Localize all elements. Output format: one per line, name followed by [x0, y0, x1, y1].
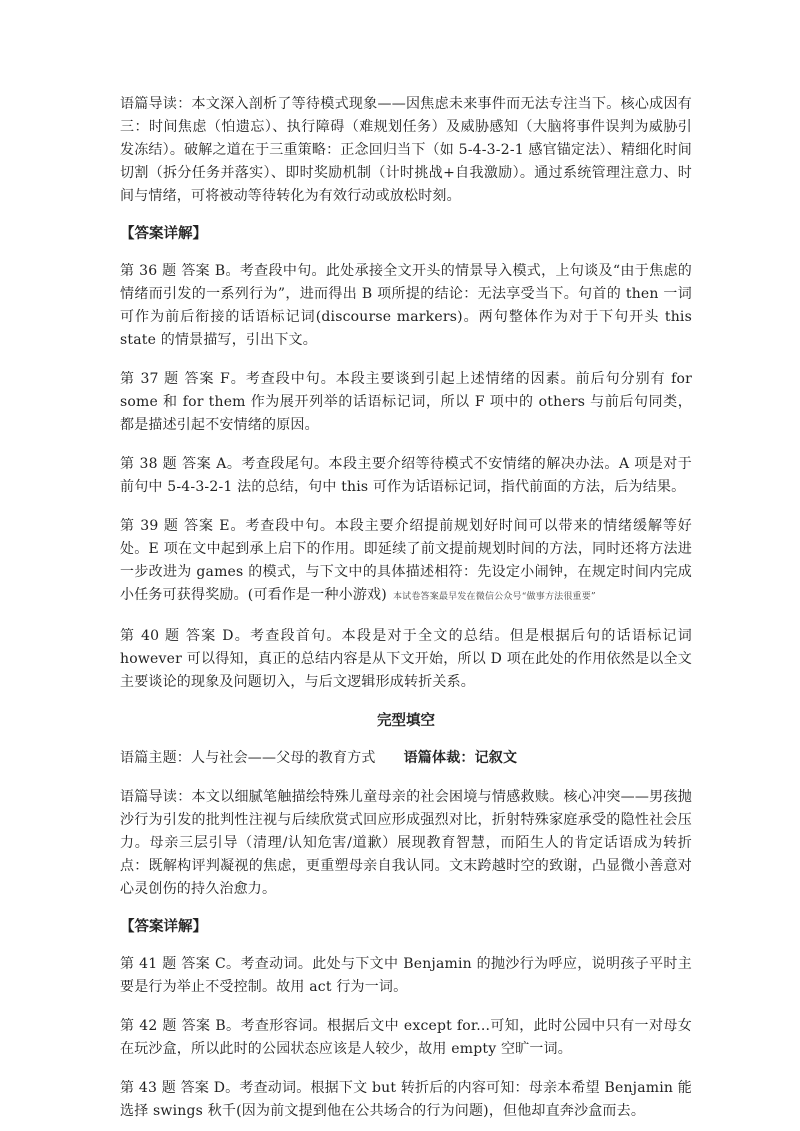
answers-heading-1: 【答案详解】: [120, 226, 207, 242]
answer-q41: 第 41 题 答案 C。考查动词。此处与下文中 Benjamin 的抛沙行为呼应，说明孩子平时主要是行为举止不受控制。故用 act 行为一词。: [120, 956, 692, 995]
answer-q39: [120, 515, 692, 609]
answer-q42: 第 42 题 答案 B。考查形容词。根据后文中 except for...可知，此时公园中只有一对母女在玩沙盒，所以此时的公园状态应该是人较少，故用 empty 空旷一词。: [120, 1018, 692, 1057]
reading-guide-1: 语篇导读：本文深入剖析了等待模式现象——因焦虑未来事件而无法专注当下。核心成因有三：时间焦虑（怕遗忘）、执行障碍（难规划任务）及威胁感知（大脑将事件误判为威胁引发冻结）。破解之道在于三重策略：正念回归当下（如 5-4-3-2-1 感官锚定法）、精细化时间切割（拆分任务并落实）、即时奖励机制（计时挑战+自我激励）。通过系统管理注意力、时间与情绪，可将被动等待转化为有效行动或放松时刻。: [120, 96, 692, 204]
section-title: 完型填空: [377, 713, 435, 729]
watermark-note: 本试卷答案最早发在微信公众号“做事方法很重要”: [392, 592, 596, 602]
genre-label: 语篇体裁：记叙文: [403, 750, 518, 766]
answer-q43: 第 43 题 答案 D。考查动词。根据下文 but 转折后的内容可知：母亲本希望 Benjamin 能选择 swings 秋千(因为前文提到他在公共场合的行为问题)，但他却直奔沙盒而去。: [120, 1080, 692, 1119]
theme-line: [120, 747, 692, 770]
answer-q37: 第 37 题 答案 F。考查段中句。本段主要谈到引起上述情绪的因素。前后句分别有 for some 和 for them 作为展开列举的话语标记词，所以 F 项中的 others 与前后句同类，都是描述引起不安情绪的原因。: [120, 371, 692, 433]
reading-guide-2: 语篇导读：本文以细腻笔触描绘特殊儿童母亲的社会困境与情感救赎。核心冲突——男孩抛沙行为引发的批判性注视与后续欣赏式回应形成强烈对比，折射特殊家庭承受的隐性社会压力。母亲三层引导（清理/认知危害/道歉）展现教育智慧，而陌生人的肯定话语成为转折点：既解构评判凝视的焦虑，更重塑母亲自我认同。文末跨越时空的致谢，凸显微小善意对心灵创伤的持久治愈力。: [120, 789, 692, 897]
answer-q36: 第 36 题 答案 B。考查段中句。此处承接全文开头的情景导入模式，上句谈及“由于焦虑的情绪而引发的一系列行为”，进而得出 B 项所提的结论：无法享受当下。句首的 then 一词可作为前后衔接的话语标记词(discourse markers)。两句整体作为对于下句开头 this state 的情景描写，引出下文。: [120, 263, 692, 348]
answer-q38: 第 38 题 答案 A。考查段尾句。本段主要介绍等待模式不安情绪的解决办法。A 项是对于前句中 5-4-3-2-1 法的总结，句中 this 可作为话语标记词，指代前面的方法，后为结果。: [120, 456, 692, 495]
answers-heading-2: 【答案详解】: [120, 919, 207, 935]
answer-q40: 第 40 题 答案 D。考查段首句。本段是对于全文的总结。但是根据后句的话语标记词 however 可以得知，真正的总结内容是从下文开始，所以 D 项在此处的作用依然是以全文主要谈论的现象及问题切入，与后文逻辑形成转折关系。: [120, 628, 692, 690]
answer-q39-text: 第 39 题 答案 E。考查段中句。本段主要介绍提前规划好时间可以带来的情绪缓解等好处。E 项在文中起到承上启下的作用。即延续了前文提前规划时间的方法，同时还将方法进一步改进为 games 的模式，与下文中的具体描述相符：先设定小闹钟，在规定时间内完成小任务可获得奖励。(可看作是一种小游戏): [120, 518, 692, 603]
theme-label: 语篇主题：人与社会——父母的教育方式: [120, 750, 376, 766]
